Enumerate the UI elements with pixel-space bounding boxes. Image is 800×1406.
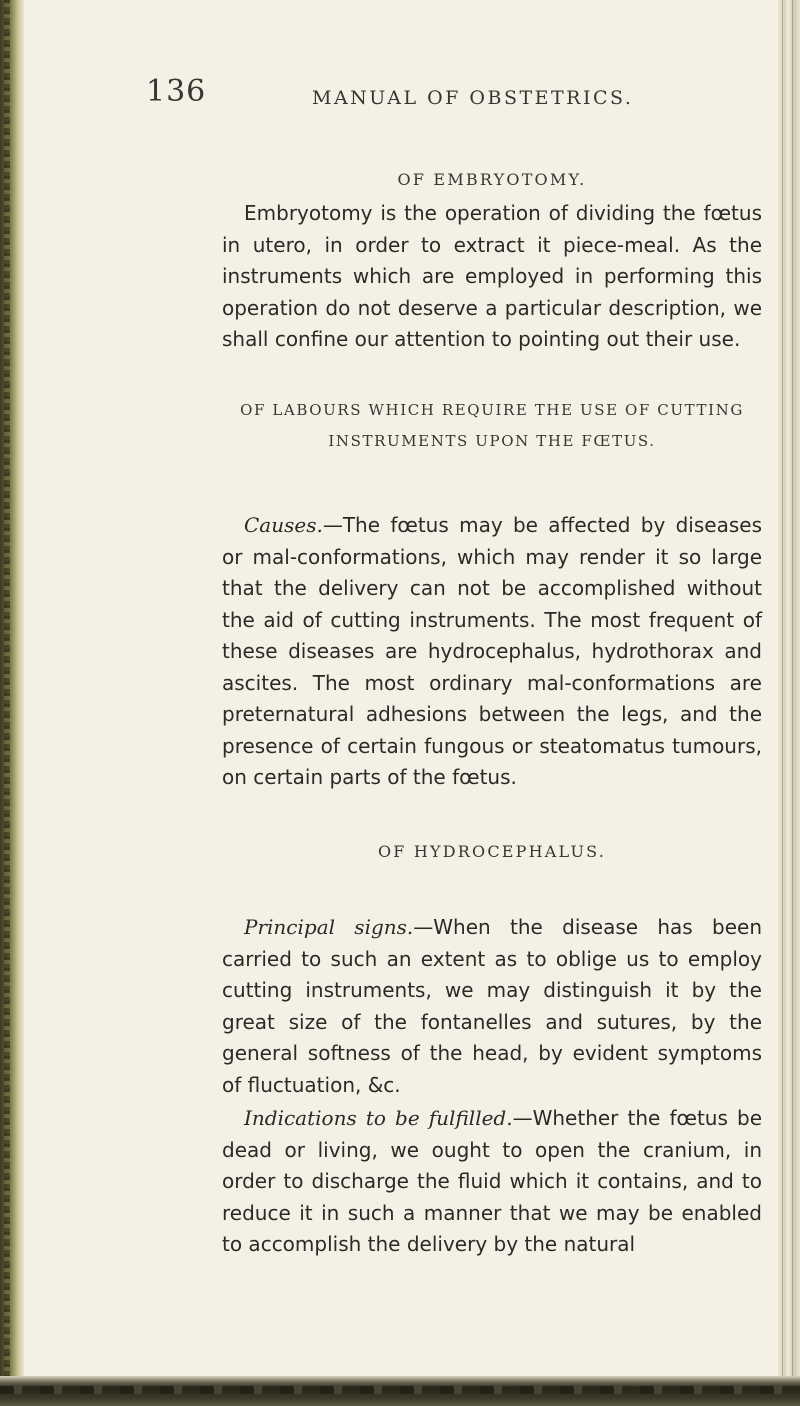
paragraph-text: Embryotomy is the operation of dividing the fœtus in utero, in order to extract it piece-meal. As the instruments which are employed in performing this operation do not deserve a particular description, we shall confine our attention to pointing out their use. bbox=[222, 201, 762, 351]
page-binding-edge bbox=[0, 0, 24, 1406]
page-stack-edge bbox=[778, 0, 800, 1406]
paragraph-causes bbox=[222, 510, 762, 794]
paragraph-text: —The fœtus may be affected by diseases or mal-conformations, which may render it so large that the delivery can not be accomplished without the aid of cutting instruments. The most frequent of these diseases are hydrocephalus, hydrothorax and ascites. The most ordinary mal-conformations are preternatural adhesions between the legs, and the presence of certain fungous or steatomatus tumours, on certain parts of the fœtus. bbox=[222, 513, 762, 789]
section-heading-embryotomy: OF EMBRYOTOMY. bbox=[397, 170, 587, 189]
page-number: 136 bbox=[146, 74, 207, 109]
paragraph-embryotomy bbox=[222, 198, 762, 356]
page-bottom-edge bbox=[0, 1376, 800, 1406]
run-in-heading: Causes. bbox=[244, 513, 323, 537]
paragraph-text: —Whether the fœtus be dead or living, we ought to open the cranium, in order to discharge the fluid which it contains, and to reduce it in such a manner that we may be enabled to accomplish the delivery by the natural bbox=[222, 1106, 762, 1256]
run-in-heading: Principal signs. bbox=[244, 915, 414, 939]
running-title: MANUAL OF OBSTETRICS. bbox=[312, 87, 634, 109]
section-heading-hydrocephalus: OF HYDROCEPHALUS. bbox=[377, 842, 607, 861]
paragraph-text: —When the disease has been carried to such an extent as to oblige us to employ cutting instruments, we may distinguish it by the great size of the fontanelles and sutures, by the general softness of the head, by evident symptoms of fluctuation, &c. bbox=[222, 915, 762, 1097]
paragraph-indications bbox=[222, 1103, 762, 1261]
section-heading-cutting-line2: INSTRUMENTS UPON THE FŒTUS. bbox=[328, 432, 656, 450]
section-heading-cutting-line1: OF LABOURS WHICH REQUIRE THE USE OF CUTTING bbox=[240, 401, 744, 419]
paragraph-principal-signs bbox=[222, 912, 762, 1101]
run-in-heading: Indications to be fulfilled. bbox=[244, 1106, 513, 1130]
